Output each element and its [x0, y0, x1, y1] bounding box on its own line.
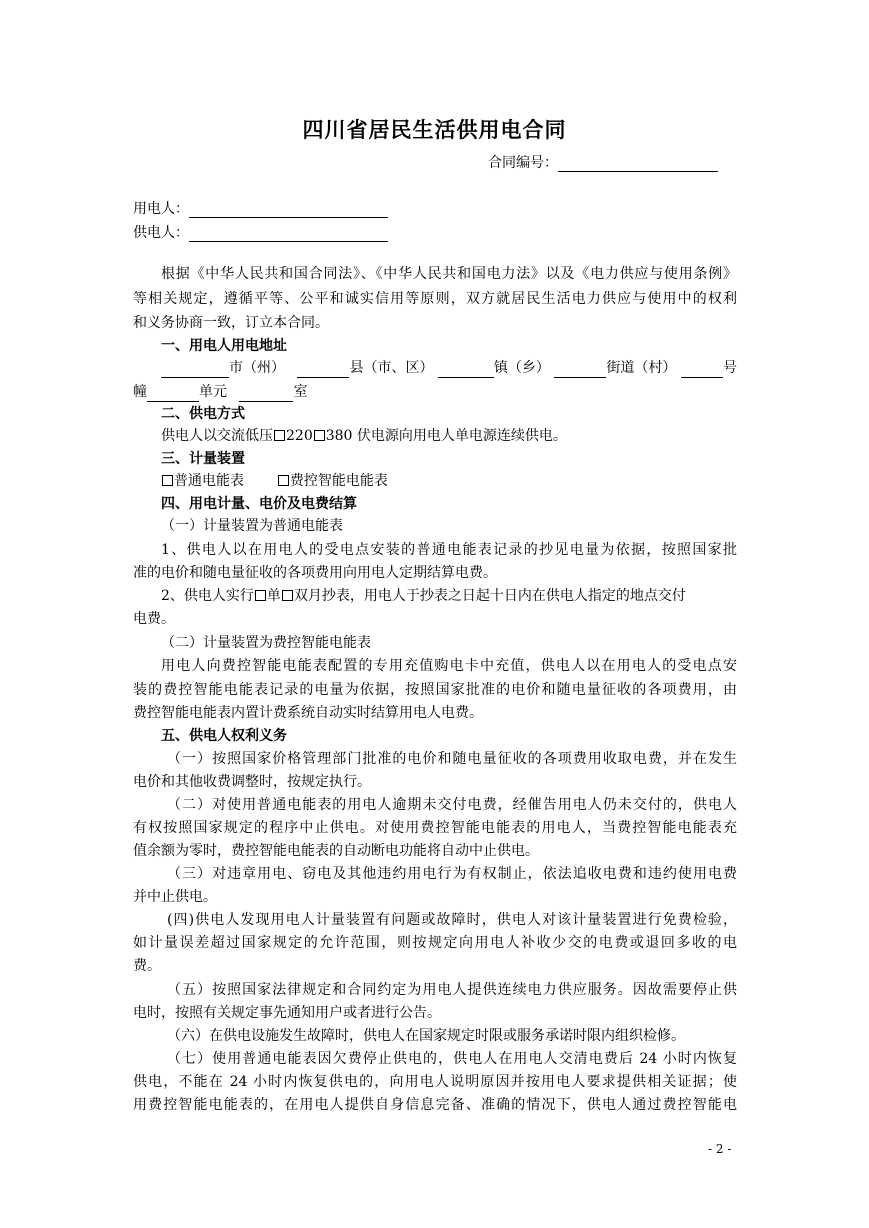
meter-options: 普通电能表 费控智能电能表 — [133, 471, 737, 491]
section-4-title: 四、用电计量、电价及电费结算 — [161, 496, 357, 512]
s5-item-4-line-2: 如计量误差超过国家规定的允许范围，则按规定向用电人补收少交的电费或退回多收的电 — [133, 935, 737, 951]
consumer-blank — [189, 201, 388, 218]
contract-number-blank — [558, 155, 718, 172]
s4-p3-line-2: 装的费控智能电能表记录的电量为依据，按照国家批准的电价和随电量征收的各项费用，由 — [133, 682, 737, 698]
address-line-2: 幢 单元 室 — [133, 384, 308, 400]
s5-item-6-line-1: （六）在供电设施发生故障时，供电人在国家规定时限或服务承诺时限内组织检修。 — [167, 1028, 685, 1044]
supplier-label: 供电人： — [133, 225, 189, 241]
supplier-field — [133, 222, 388, 242]
s5-item-2-line-1: （二）对使用普通电能表的用电人逾期未交付电费，经催告用电人仍未交付的，供电人 — [167, 797, 737, 813]
s5-item-4-line-1: (四)供电人发现用电人计量装置有问题或故障时，供电人对该计量装置进行免费检验， — [167, 912, 737, 928]
s4-p2-line-1: 2、供电人实行 单 双月抄表，用电人于抄表之日起十日内在供电人指定的地点交付 — [161, 588, 686, 604]
section-1-title: 一、用电人用电地址 — [161, 338, 287, 354]
document-title: 四川省居民生活供用电合同 — [302, 118, 567, 142]
s4-p3-line-1: 用电人向费控智能电能表配置的专用充值购电卡中充值，供电人以在用电人的受电点安 — [161, 658, 737, 674]
s5-item-4-line-3: 费。 — [133, 958, 161, 974]
checkbox-380-icon — [314, 430, 325, 441]
s5-item-1-line-1: （一）按照国家价格管理部门批准的电价和随电量征收的各项费用收取电费，并在发生 — [167, 751, 737, 767]
checkbox-normal-meter-icon — [162, 475, 173, 486]
s5-item-1-line-2: 电价和其他收费调整时，按规定执行。 — [133, 774, 371, 790]
s4-p3-line-3: 费控智能电能表内置计费系统自动实时结算用电人电费。 — [133, 705, 483, 721]
intro-line-1: 根据《中华人民共和国合同法》、《中华人民共和国电力法》以及《电力供应与使用条例》 — [161, 266, 737, 282]
checkbox-smart-meter-icon — [278, 475, 289, 486]
section-2-title: 二、供电方式 — [161, 406, 245, 422]
checkbox-single-month-icon — [255, 590, 266, 601]
s5-item-5-line-1: （五）按照国家法律规定和合同约定为用电人提供连续电力供应服务。因故需要停止供 — [167, 982, 737, 998]
s5-item-7-line-2: 供电，不能在 24 小时内恢复供电的，向用电人说明原因并按用电人要求提供相关证据；使 — [133, 1074, 737, 1090]
address-line-1: 市（州） 县（市、区） 镇（乡） 街道（村） 号 — [133, 358, 737, 378]
s5-item-5-line-2: 电时，按照有关规定事先通知用户或者进行公告。 — [133, 1005, 441, 1021]
consumer-label: 用电人： — [133, 201, 189, 217]
s5-item-2-line-3: 值余额为零时，费控智能电能表的自动断电功能将自动中止供电。 — [133, 843, 539, 859]
s4-p2-line-2: 电费。 — [133, 611, 175, 627]
s4-p1-line-1: 1、供电人以在用电人的受电点安装的普通电能表记录的抄见电量为依据，按照国家批 — [161, 542, 737, 558]
intro-line-3: 和义务协商一致，订立本合同。 — [133, 315, 329, 331]
section-3-title: 三、计量装置 — [161, 451, 245, 467]
s5-item-3-line-2: 并中止供电。 — [133, 889, 217, 905]
supplier-blank — [189, 225, 388, 242]
s5-item-2-line-2: 有权按照国家规定的程序中止供电。对使用费控智能电能表的用电人，当费控智能电能表充 — [133, 820, 737, 836]
section-4-sub-1: （一）计量装置为普通电能表 — [161, 518, 343, 534]
contract-number-field — [488, 152, 718, 172]
consumer-field — [133, 198, 388, 218]
contract-number-label: 合同编号： — [488, 155, 558, 171]
checkbox-220-icon — [274, 430, 285, 441]
section-5-title: 五、供电人权利义务 — [161, 728, 287, 744]
s5-item-7-line-1: （七）使用普通电能表因欠费停止供电的，供电人在用电人交清电费后 24 小时内恢复 — [167, 1051, 737, 1067]
s4-p1-line-2: 准的电价和随电量征收的各项费用向用电人定期结算电费。 — [133, 565, 497, 581]
checkbox-double-month-icon — [282, 590, 293, 601]
section-4-sub-2: （二）计量装置为费控智能电能表 — [161, 635, 371, 651]
supply-method-text: 供电人以交流低压 220 380 伏电源向用电人单电源连续供电。 — [161, 428, 567, 444]
s5-item-3-line-1: （三）对违章用电、窃电及其他违约用电行为有权制止，依法追收电费和违约使用电费 — [167, 866, 737, 882]
page-number: - 2 - — [708, 1142, 732, 1156]
s5-item-7-line-3: 用费控智能电能表的，在用电人提供自身信息完备、准确的情况下，供电人通过费控智能电 — [133, 1097, 737, 1113]
intro-line-2: 等相关规定，遵循平等、公平和诚实信用等原则，双方就居民生活电力供应与使用中的权利 — [133, 291, 737, 307]
